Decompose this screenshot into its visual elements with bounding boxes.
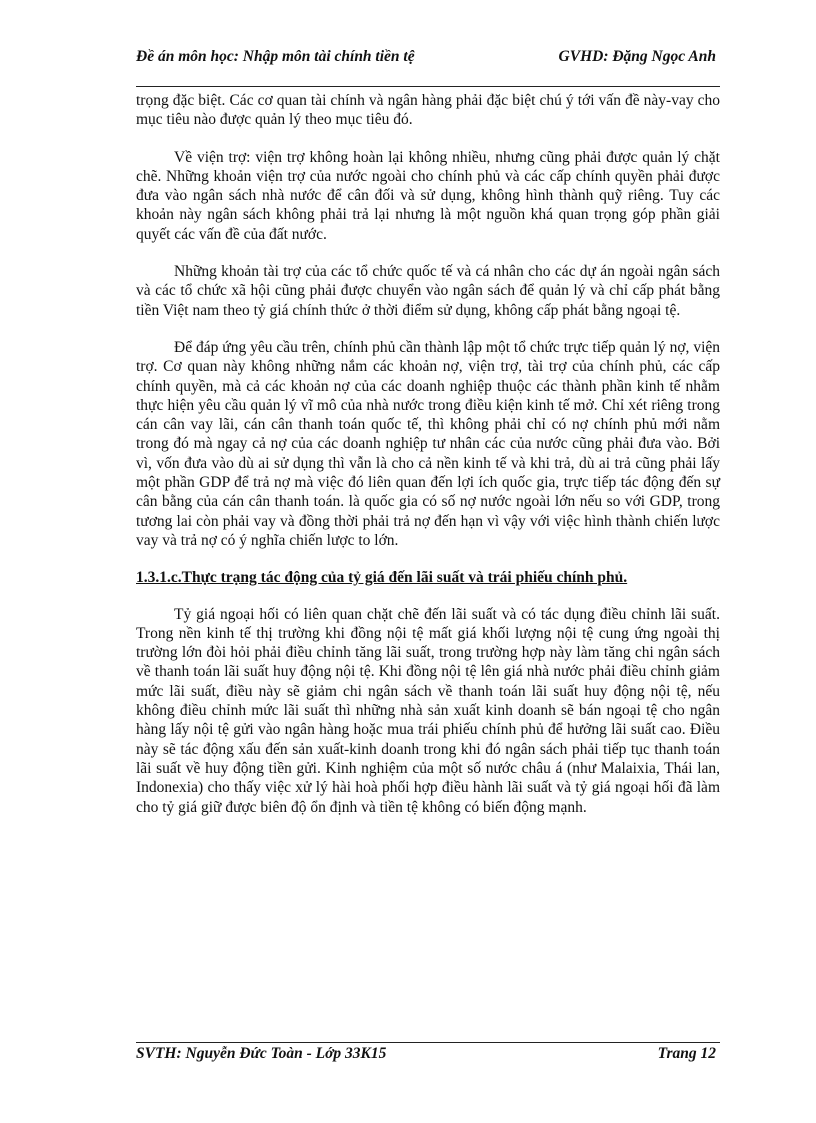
page-number: Trang 12 (657, 1045, 716, 1062)
paragraph-continued: trọng đặc biệt. Các cơ quan tài chính và ngân hàng phải đặc biệt chú ý tới vấn đề này-vay cho mục tiêu nào được quản lý theo mục tiêu đó. (136, 92, 720, 129)
header-course-title: Đề án môn học: Nhập môn tài chính tiền tệ (136, 48, 415, 65)
page-footer (136, 1045, 720, 1063)
paragraph-exchange-rate: Tỷ giá ngoại hối có liên quan chặt chẽ đến lãi suất và có tác dụng điều chỉnh lãi suất. Trong nền kinh tế thị trường khi đồng nội tệ mất giá khối lượng nội tệ cung ứng ngoài thị trường lớn đòi hỏi phải điều chỉnh tăng lãi suất, trong trường hợp này làm tăng chi ngân sách về thanh toán lãi suất huy động nội tệ. Khi đồng nội tệ lên giá nhà nước phải điều chỉnh giảm mức lãi suất, điều này sẽ giảm chi ngân sách về thanh toán lãi suất huy động nội tệ, nếu không điều chỉnh mức lãi suất thì những nhà sản xuất kinh doanh sẽ bán ngoại tệ cho ngân hàng lấy nội tệ gửi vào ngân hàng hoặc mua trái phiếu chính phủ để hưởng lãi suất cao. Điều này sẽ tác động xấu đến sản xuất-kinh doanh trong khi đó ngân sách phải tiếp tục thanh toán lãi suất về huy động tiền gửi. Kinh nghiệm của một số nước châu á (như Malaixia, Thái lan, Indonexia) cho thấy việc xử lý hài hoà phối hợp điều hành lãi suất và tỷ giá ngoại hối đã làm cho tỷ giá giữ được biên độ ổn định và tiền tệ không có biến động mạnh. (136, 605, 720, 816)
page-body (136, 91, 720, 835)
section-heading: 1.3.1.c.Thực trạng tác động của tỷ giá đến lãi suất và trái phiếu chính phủ. (136, 569, 628, 587)
header-instructor: GVHD: Đặng Ngọc Anh (558, 48, 716, 65)
paragraph-debt-management: Để đáp ứng yêu cầu trên, chính phủ cần thành lập một tổ chức trực tiếp quản lý nợ, viện trợ. Cơ quan này không những nắm các khoản nợ, viện trợ, tài trợ của chính phủ, các cấp chính quyền, mà cả các khoản nợ của các doanh nghiệp thuộc các thành phần kinh tế nhằm thực hiện yêu cầu quản lý vĩ mô của nhà nước trong điều kiện kinh tế mở. Chỉ xét riêng trong cán cân vay lãi, cán cân thanh toán quốc tế, thì không phải chỉ có nợ chính phủ mới nằm trong đó mà ngay cả nợ của các doanh nghiệp tư nhân các của nước cũng phải đưa vào. Bởi vì, vốn đưa vào dù ai sử dụng thì vẫn là cho cả nền kinh tế và khi trả, dù ai trả cũng phải lấy một phần GDP để trả nợ mà việc đó liên quan đến lợi ích quốc gia, trực tiếp tác động đến sự cân bằng của cán cân thanh toán. là quốc gia có số nợ nước ngoài lớn nếu so với GDP, trong tương lai còn phải vay và đồng thời phải trả nợ đến hạn vì vậy với việc hình thành chiến lược vay và trả nợ có ý nghĩa chiến lược to lớn. (136, 338, 720, 549)
paragraph-international-funding: Những khoản tài trợ của các tổ chức quốc tế và cá nhân cho các dự án ngoài ngân sách và các tổ chức xã hội cũng phải được chuyển vào ngân sách để quản lý và chỉ cấp phát bằng tiền Việt nam theo tỷ giá chính thức ở thời điểm sử dụng, không cấp phát bằng ngoại tệ. (136, 263, 720, 319)
paragraph-foreign-aid: Về viện trợ: viện trợ không hoàn lại không nhiều, nhưng cũng phải được quản lý chặt chẽ. Những khoản viện trợ của nước ngoài cho chính phủ và các cấp chính quyền phải được đưa vào ngân sách nhà nước để cân đối và sử dụng, không hình thành quỹ riêng. Tuy các khoản này ngân sách không phải trả lại nhưng là một nguồn khá quan trọng góp phần giải quyết các vấn đề của đất nước. (136, 148, 720, 243)
footer-divider (136, 1042, 720, 1043)
header-divider (136, 86, 720, 87)
footer-author: SVTH: Nguyễn Đức Toàn - Lớp 33K15 (136, 1045, 387, 1062)
